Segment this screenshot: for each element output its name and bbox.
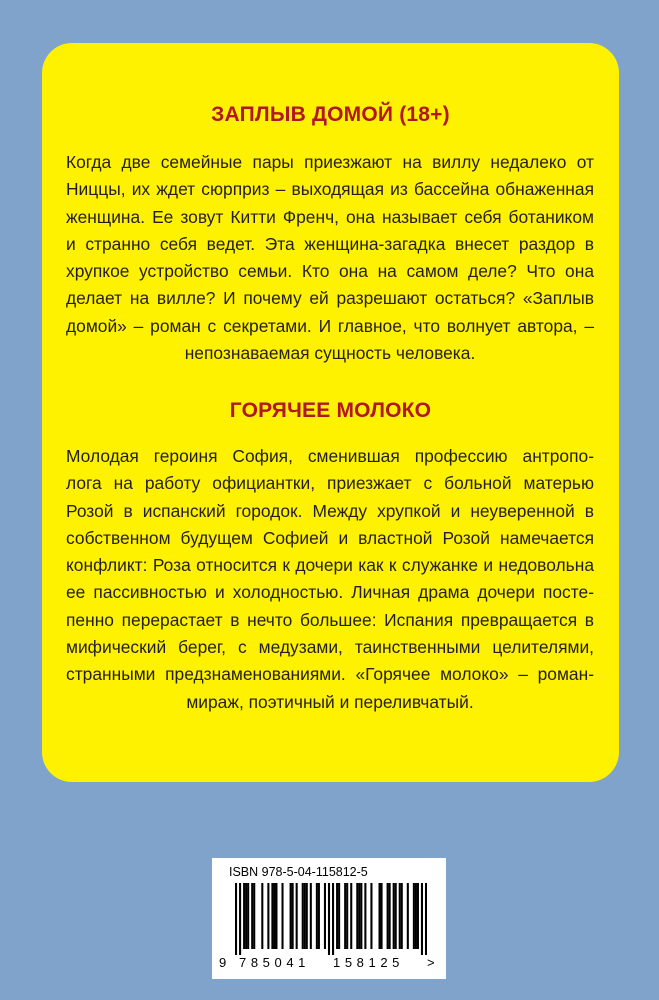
barcode-bar — [281, 883, 283, 949]
barcode-bar — [399, 883, 401, 949]
barcode-bar — [302, 883, 304, 949]
body-line: Молодая героиня София, сменившая профессию антропо- — [66, 446, 594, 466]
body-line: мифический берег, с медузами, таинственными целителями, — [66, 637, 594, 658]
barcode-bar — [271, 883, 273, 949]
barcode-bar — [370, 883, 372, 949]
barcode-digit-group-left: 785041 — [239, 955, 310, 970]
barcode-bar — [243, 883, 245, 949]
body-line: Ниццы, их ждет сюрприз – выходящая из бассейна обнаженная — [66, 179, 594, 200]
isbn-barcode-box — [212, 858, 446, 979]
barcode-bar — [261, 883, 263, 949]
barcode-bar — [324, 883, 326, 949]
barcode-bar — [336, 883, 338, 949]
barcode-bar — [417, 883, 419, 949]
body-line: непознаваемая сущность человека. — [184, 343, 476, 364]
section-body-goryachee-moloko — [66, 443, 594, 716]
body-line: Розой в испанский городок. Между хрупкой и неуверенной в — [66, 500, 594, 521]
barcode-graphic — [235, 883, 427, 955]
barcode-bar — [296, 883, 298, 949]
barcode-bar — [316, 883, 318, 949]
barcode-bar — [395, 883, 397, 949]
barcode-bar — [338, 883, 340, 949]
barcode-bar — [378, 883, 380, 949]
barcode-bar — [275, 883, 277, 949]
body-line: мираж, поэтичный и переливчатый. — [186, 691, 474, 712]
body-line: конфликт: Роза относится к дочери как к служанке и недовольна — [66, 555, 594, 576]
isbn-label: ISBN 978-5-04-115812-5 — [229, 865, 368, 879]
barcode-bar — [247, 883, 249, 949]
barcode-bar — [306, 883, 308, 949]
body-line: делает на вилле? И почему ей разрешают остаться? «Заплыв — [66, 288, 594, 309]
barcode-bar — [425, 883, 427, 955]
barcode-bar — [421, 883, 423, 955]
barcode-bar — [413, 883, 415, 949]
barcode-quiet-zone-arrow: > — [427, 955, 435, 970]
body-line: Когда две семейные пары приезжают на виллу недалеко от — [66, 152, 594, 172]
barcode-bar — [251, 883, 253, 949]
barcode-bar — [415, 883, 417, 949]
barcode-bar — [267, 883, 269, 949]
barcode-bar — [358, 883, 360, 949]
body-line: собственном будущем Софией и властной Розой намечается — [66, 527, 594, 548]
barcode-bar — [328, 883, 330, 955]
barcode-digit-lead: 9 — [219, 955, 227, 970]
body-line: ее пассивностью и холодностью. Личная драма дочери посте- — [66, 582, 594, 603]
barcode-bar — [310, 883, 312, 949]
barcode-bar — [304, 883, 306, 949]
barcode-bar — [318, 883, 320, 949]
barcode-bar — [350, 883, 352, 949]
body-line: и странно себя ведет. Эта женщина-загадка внесет раздор в — [66, 233, 594, 254]
barcode-bar — [344, 883, 346, 949]
barcode-bar — [239, 883, 241, 955]
barcode-bar — [332, 883, 334, 955]
body-line: лога на работу официантки, приезжает с больной матерью — [66, 473, 594, 494]
barcode-bar — [360, 883, 362, 949]
barcode-bar — [364, 883, 366, 949]
barcode-bar — [346, 883, 348, 949]
barcode-bar — [356, 883, 358, 949]
barcode-bar — [387, 883, 389, 949]
barcode-digit-group-right: 158125 — [333, 955, 404, 970]
barcode-bar — [253, 883, 255, 949]
barcode-bar — [245, 883, 247, 949]
barcode-bar — [381, 883, 383, 949]
body-line: странными предзнаменованиями. «Горячее молоко» – роман- — [66, 664, 594, 685]
barcode-bar — [393, 883, 395, 949]
section-title-zaplyv: ЗАПЛЫВ ДОМОЙ (18+) — [211, 103, 450, 126]
body-line: женщина. Ее зовут Китти Френч, она называет себя ботаником — [66, 206, 594, 227]
barcode-bar — [292, 883, 294, 949]
barcode-bar — [401, 883, 403, 949]
section-title-goryachee-moloko: ГОРЯЧЕЕ МОЛОКО — [229, 399, 432, 422]
body-line: домой» – роман с секретами. И главное, что волнует автора, – — [66, 315, 594, 336]
body-line: пенно перерастает в нечто большее: Испания превращается в — [66, 609, 594, 630]
section-body-zaplyv — [66, 149, 594, 367]
barcode-bar — [235, 883, 237, 955]
barcode-bar — [407, 883, 409, 949]
barcode-bar — [389, 883, 391, 949]
annotation-panel — [42, 43, 619, 782]
barcode-bar — [290, 883, 292, 949]
body-line: хрупкое устройство семьи. Кто она на самом деле? Что она — [66, 261, 594, 282]
barcode-bar — [273, 883, 275, 949]
